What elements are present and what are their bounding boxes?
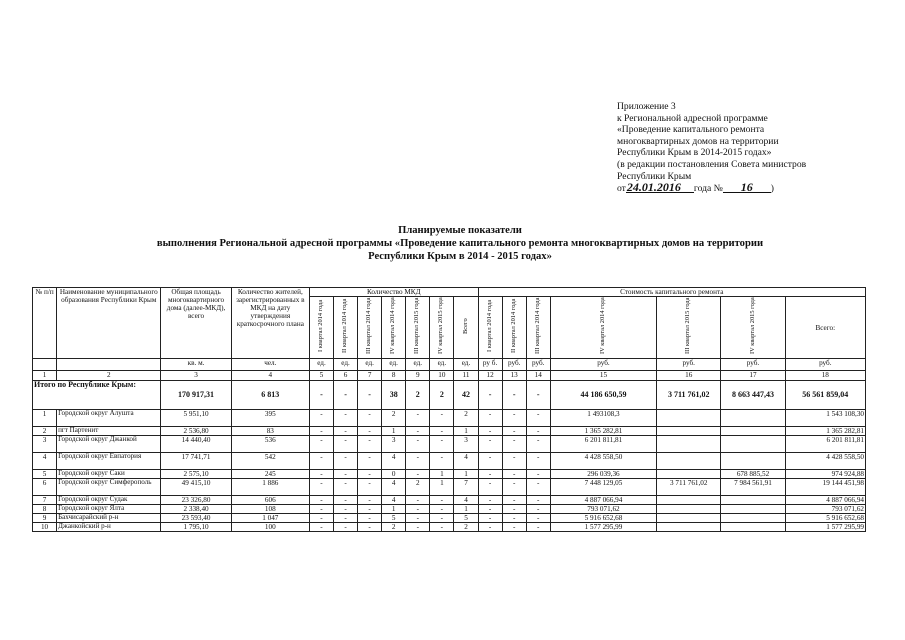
table-cell: 1 [454,505,478,514]
table-cell: 1 577 295,99 [785,523,865,532]
municipality-name: Городской округ Джанкой [57,436,161,453]
header-cost-col-label: IV квартал 2014 года [599,297,607,355]
table-cell: 2 338,40 [161,505,231,514]
table-cell: 4 887 066,94 [550,496,656,505]
total-cell: 44 186 650,59 [550,381,656,410]
total-cell: 2 [406,381,430,410]
total-cell: - [502,381,526,410]
total-cell: - [309,381,333,410]
table-cell: 5 916 652,68 [785,514,865,523]
units-cell [33,359,57,371]
table-cell: - [502,410,526,427]
header-mkd-col-label: II квартал 2014 года [341,298,349,354]
header-cost-col-label: III квартал 2015 года [684,297,692,355]
title-line-3: Республики Крым в 2014 - 2015 годах» [368,251,552,262]
table-cell: 1 [454,470,478,479]
table-cell [657,470,721,479]
municipality-name: Городской округ Судак [57,496,161,505]
table-row [33,427,866,436]
table-cell: - [406,436,430,453]
table-cell: 2 [454,410,478,427]
units-cell: ед. [358,359,382,371]
units-cell: ед. [334,359,358,371]
table-cell: 4 [382,453,406,470]
table-cell: 542 [231,453,309,470]
table-cell: 2 [382,410,406,427]
table-cell: 1 795,10 [161,523,231,532]
table-cell [721,410,785,427]
table-cell: 19 144 451,98 [785,479,865,496]
table-cell: 4 428 558,50 [550,453,656,470]
units-cell: руб. [526,359,550,371]
table-cell: - [502,496,526,505]
total-cell: 2 [430,381,454,410]
col-number: 5 [309,371,333,381]
municipality-name: Бахчисарайский р-н [57,514,161,523]
table-cell: 83 [231,427,309,436]
table-cell: - [478,436,502,453]
table-cell: 1 [382,505,406,514]
header-mkd-col [406,297,430,359]
appendix-line: Приложение 3 [617,101,676,112]
appendix-line: Республики Крым в 2014-2015 годах» [617,147,772,159]
table-cell: - [334,453,358,470]
total-cell: 56 561 859,04 [785,381,865,410]
table-cell: 4 [382,496,406,505]
handwritten-number: 16 [723,182,771,193]
table-cell [657,523,721,532]
col-number: 10 [430,371,454,381]
table-cell: 1 [33,410,57,427]
header-cost-col [550,297,656,359]
units-cell: чел. [231,359,309,371]
table-cell: 296 039,36 [550,470,656,479]
table-cell: - [430,427,454,436]
table-cell: 4 [454,453,478,470]
table-cell: 108 [231,505,309,514]
table-cell: - [526,453,550,470]
col-number: 11 [454,371,478,381]
header-cost-total: Всего: [785,297,865,359]
municipality-name: Городской округ Алушта [57,410,161,427]
table-cell: 1 493108,3 [550,410,656,427]
table-cell [721,436,785,453]
table-cell: - [502,453,526,470]
table-cell: - [502,436,526,453]
col-number: 16 [657,371,721,381]
table-cell [721,496,785,505]
appendix-line: (в редакции постановления Совета министров [617,158,807,170]
units-cell: кв. м. [161,359,231,371]
table-cell: - [309,436,333,453]
header-mkd-col [309,297,333,359]
table-cell: 536 [231,436,309,453]
year-label: года № [693,183,723,195]
header-name: Наименование муниципального образования Республики Крым [57,288,161,359]
table-cell: 3 711 761,02 [657,479,721,496]
table-cell: 3 [33,436,57,453]
table-cell: 245 [231,470,309,479]
header-mkd-col [334,297,358,359]
col-number: 8 [382,371,406,381]
header-cost-col [526,297,550,359]
units-cell: ед. [406,359,430,371]
col-number: 3 [161,371,231,381]
municipality-name: Городской округ Ялта [57,505,161,514]
table-cell: - [478,479,502,496]
table-cell: - [526,514,550,523]
header-num: № п/п [33,288,57,359]
header-mkd-col-label: I квартал 2014 года [317,299,325,353]
total-cell: 38 [382,381,406,410]
table-cell: - [309,427,333,436]
col-number: 4 [231,371,309,381]
table-cell: - [358,479,382,496]
table-cell: - [478,505,502,514]
table-cell: - [309,523,333,532]
units-cell [57,359,161,371]
units-cell: ед. [309,359,333,371]
units-cell: ед. [430,359,454,371]
municipality-name: Городской округ Симферополь [57,479,161,496]
header-mkd-col-label: IV квартал 2014 года [389,297,397,355]
table-cell: 5 [454,514,478,523]
table-cell: 49 415,10 [161,479,231,496]
table-cell: - [406,523,430,532]
table-cell: - [358,410,382,427]
table-cell: - [526,427,550,436]
table-cell: - [502,505,526,514]
table-cell: 1 886 [231,479,309,496]
table-cell: - [502,470,526,479]
table-cell: 4 428 558,50 [785,453,865,470]
table-cell: - [334,436,358,453]
table-cell: - [334,514,358,523]
table-cell: 14 440,40 [161,436,231,453]
col-number: 13 [502,371,526,381]
table-row [33,496,866,505]
table-cell: 5 951,10 [161,410,231,427]
units-cell: ед. [382,359,406,371]
table-cell: - [502,427,526,436]
header-cost-col [721,297,785,359]
table-cell: 1 543 108,30 [785,410,865,427]
table-cell [657,453,721,470]
table-cell: - [526,523,550,532]
table-cell: - [309,496,333,505]
table-cell: 6 201 811,81 [550,436,656,453]
table-cell: - [526,436,550,453]
header-mkd-col [454,297,478,359]
total-label: Итого по Республике Крым: [33,381,161,410]
table-cell: - [406,410,430,427]
header-cost-col-label: I квартал 2014 года [485,299,493,353]
from-label: от [617,183,626,195]
table-row [33,523,866,532]
table-cell [721,523,785,532]
table-cell: 100 [231,523,309,532]
table-cell: 6 201 811,81 [785,436,865,453]
table-cell: 7 [454,479,478,496]
table-cell: - [478,470,502,479]
table-cell: 2 575,10 [161,470,231,479]
table-cell: - [430,410,454,427]
table-cell: - [358,453,382,470]
table-row [33,514,866,523]
table-cell: - [358,514,382,523]
table-cell: - [406,505,430,514]
table-cell: 1 577 295,99 [550,523,656,532]
table-row [33,436,866,453]
table-cell: 1 [382,427,406,436]
table-cell: 2 [33,427,57,436]
header-mkd-col [358,297,382,359]
table-cell: - [334,496,358,505]
table-cell: - [478,514,502,523]
table-cell: 2 536,80 [161,427,231,436]
table-cell: 3 [382,436,406,453]
table-cell: - [334,479,358,496]
table-cell: - [526,410,550,427]
total-cell: 6 813 [231,381,309,410]
units-cell: ру б. [478,359,502,371]
appendix-line: к Региональной адресной программе [617,112,768,124]
col-number: 7 [358,371,382,381]
table-cell: - [502,523,526,532]
table-cell: - [502,514,526,523]
header-cost-col [502,297,526,359]
table-cell: 1 [430,470,454,479]
table-cell: 606 [231,496,309,505]
total-cell: 3 711 761,02 [657,381,721,410]
table-cell: 1 365 282,81 [550,427,656,436]
table-cell: - [430,514,454,523]
table-cell: - [309,479,333,496]
table-cell: 395 [231,410,309,427]
table-cell: 1 047 [231,514,309,523]
table-cell: - [526,479,550,496]
header-area: Общая площадь многоквартирного дома (далее-МКД), всего [161,288,231,359]
table-cell: - [406,496,430,505]
table-cell: - [334,505,358,514]
table-cell: 1 365 282,81 [785,427,865,436]
table-cell: - [334,427,358,436]
appendix-block [617,101,887,195]
units-cell: руб. [502,359,526,371]
units-cell: руб. [721,359,785,371]
table-cell: 793 071,62 [785,505,865,514]
table-cell: - [430,523,454,532]
col-number: 14 [526,371,550,381]
appendix-line: Республики Крым [617,170,692,182]
appendix-line: «Проведение капитального ремонта [617,124,765,136]
municipality-name: Городской округ Евпатория [57,453,161,470]
table-cell: - [478,453,502,470]
table-cell: 1 [430,479,454,496]
table-cell: 2 [454,523,478,532]
col-number: 1 [33,371,57,381]
table-cell: 2 [406,479,430,496]
indicators-table [32,287,866,532]
units-cell: руб. [785,359,865,371]
table-cell: - [406,427,430,436]
table-row [33,453,866,470]
total-cell: - [334,381,358,410]
header-mkd-col [382,297,406,359]
table-cell [657,496,721,505]
units-cell: руб. [550,359,656,371]
units-cell: ед. [454,359,478,371]
table-cell: - [309,470,333,479]
col-number: 17 [721,371,785,381]
document-title [60,224,860,263]
col-number: 15 [550,371,656,381]
header-mkd-col-label: III квартал 2014 года [365,297,373,355]
table-cell: 3 [454,436,478,453]
table-cell: 974 924,88 [785,470,865,479]
table-cell: 4 [33,453,57,470]
table-cell: - [334,410,358,427]
table-cell [721,453,785,470]
col-number: 6 [334,371,358,381]
header-cost-col-label: II квартал 2014 года [509,298,517,354]
close-paren: ) [770,183,774,195]
header-cost-group: Стоимость капитального ремонта [478,288,865,297]
table-cell: 4 887 066,94 [785,496,865,505]
table-cell: - [478,496,502,505]
table-cell: - [358,436,382,453]
table-cell: 678 885,52 [721,470,785,479]
total-row [33,381,866,410]
table-cell [721,514,785,523]
table-cell: - [526,505,550,514]
header-cost-col [478,297,502,359]
header-cost-col-label: IV квартал 2015 года [748,297,756,355]
table-cell [721,427,785,436]
table-row [33,505,866,514]
table-cell: - [430,496,454,505]
header-residents: Количество жителей, зарегистрированных в МКД на дату утверждения краткосрочного плана [231,288,309,359]
table-cell: 1 [454,427,478,436]
municipality-name: пгт Партенит [57,427,161,436]
table-cell: - [309,505,333,514]
table-cell: - [309,410,333,427]
municipality-name: Городской округ Саки [57,470,161,479]
col-number: 9 [406,371,430,381]
col-number: 2 [57,371,161,381]
table-cell: 7 984 561,91 [721,479,785,496]
header-cost-col-label: III квартал 2014 года [533,297,541,355]
total-cell: - [358,381,382,410]
total-cell: 42 [454,381,478,410]
table-cell: - [430,505,454,514]
appendix-line: многоквартирных домов на территории [617,135,779,147]
appendix-date-line [617,182,887,195]
header-mkd-col-label: Всего [461,318,469,334]
table-cell: 10 [33,523,57,532]
total-cell: 170 917,31 [161,381,231,410]
header-mkd-col-label: III квартал 2015 года [413,297,421,355]
table-row [33,470,866,479]
total-cell: - [526,381,550,410]
table-cell: - [406,470,430,479]
title-line-2: выполнения Региональной адресной программы «Проведение капитального ремонта многоквартирных домов на территории [156,238,764,249]
table-cell: 0 [382,470,406,479]
table-cell [721,505,785,514]
table-cell: - [406,514,430,523]
header-cost-col [657,297,721,359]
table-cell [657,410,721,427]
table-cell: - [358,470,382,479]
table-cell: 7 448 129,05 [550,479,656,496]
table-cell [657,505,721,514]
col-number: 18 [785,371,865,381]
table-cell: - [430,453,454,470]
table-row [33,410,866,427]
table-cell [657,427,721,436]
table-cell: - [309,514,333,523]
table-cell: - [526,470,550,479]
table-cell: - [358,523,382,532]
table-cell: 8 [33,505,57,514]
table-cell: - [406,453,430,470]
header-mkd-col-label: IV квартал 2015 года [437,297,445,355]
table-row [33,479,866,496]
table-cell: - [430,436,454,453]
municipality-name: Джанкойский р-н [57,523,161,532]
table-cell: - [334,523,358,532]
table-cell: 2 [382,523,406,532]
table-cell: - [478,427,502,436]
table-cell: - [526,496,550,505]
units-cell: руб. [657,359,721,371]
table-cell: 793 071,62 [550,505,656,514]
table-cell: - [334,470,358,479]
header-mkd-group: Количество МКД [309,288,478,297]
municipality-rows [33,410,866,532]
table-cell: 9 [33,514,57,523]
table-cell: - [358,496,382,505]
table-cell: 17 741,71 [161,453,231,470]
table-cell: 23 593,40 [161,514,231,523]
table-cell: - [309,453,333,470]
table-cell: 5 916 652,68 [550,514,656,523]
table-cell: - [358,505,382,514]
table-cell: - [478,523,502,532]
title-line-1: Планируемые показатели [398,225,522,236]
total-cell: - [478,381,502,410]
total-cell: 8 663 447,43 [721,381,785,410]
table-cell: 23 326,80 [161,496,231,505]
table-cell: 4 [382,479,406,496]
table-cell: - [502,479,526,496]
table-cell: - [478,410,502,427]
table-cell: 6 [33,479,57,496]
header-mkd-col [430,297,454,359]
table-cell: 5 [33,470,57,479]
col-number: 12 [478,371,502,381]
table-cell [657,436,721,453]
table-cell [657,514,721,523]
table-cell: 5 [382,514,406,523]
table-cell: 7 [33,496,57,505]
table-cell: - [358,427,382,436]
table-cell: 4 [454,496,478,505]
handwritten-date: 24.01.2016 [626,182,694,193]
